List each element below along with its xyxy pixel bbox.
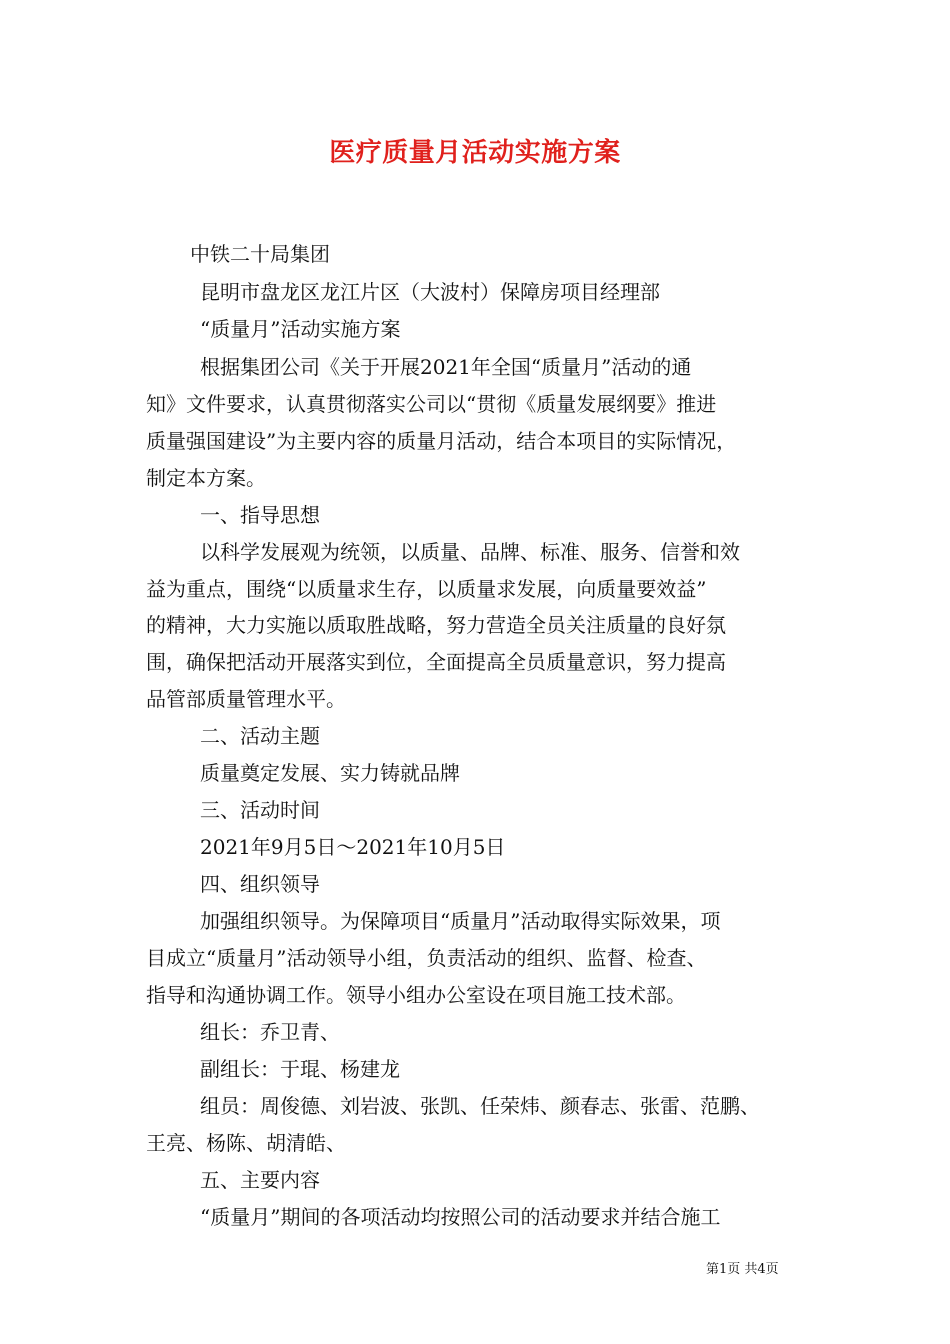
org-name: 中铁二十局集团 [190, 242, 330, 266]
page-number: 第1页 共4页 [706, 1262, 779, 1277]
paragraph-line: 制定本方案。 [146, 466, 266, 490]
section-heading: 四、组织领导 [200, 872, 320, 896]
paragraph-line: 指导和沟通协调工作。领导小组办公室设在项目施工技术部。 [146, 983, 686, 1007]
paragraph-line: 加强组织领导。为保障项目“质量月”活动取得实际效果，项 [200, 909, 721, 933]
paragraph-line: 2021年9月5日～2021年10月5日 [200, 835, 506, 859]
paragraph-line: 质量强国建设”为主要内容的质量月活动，结合本项目的实际情况， [146, 429, 737, 453]
paragraph-line: 知》文件要求，认真贯彻落实公司以“贯彻《质量发展纲要》推进 [146, 392, 717, 416]
member-line: 组员：周俊德、刘岩波、张凯、任荣炜、颜春志、张雷、范鹏、 [200, 1094, 760, 1118]
paragraph-line: 以科学发展观为统领，以质量、品牌、标准、服务、信誉和效 [200, 540, 740, 564]
paragraph-line: 目成立“质量月”活动领导小组，负责活动的组织、监督、检查、 [146, 946, 707, 970]
paragraph-line: 围，确保把活动开展落实到位，全面提高全员质量意识，努力提高 [146, 650, 726, 674]
paragraph-line: 益为重点，围绕“以质量求生存，以质量求发展，向质量要效益” [146, 577, 707, 601]
paragraph-line: 品管部质量管理水平。 [146, 687, 346, 711]
section-heading: 三、活动时间 [200, 798, 320, 822]
member-line: 组长：乔卫青、 [200, 1020, 340, 1044]
member-line: 王亮、杨陈、胡清皓、 [146, 1131, 346, 1155]
paragraph-line: 根据集团公司《关于开展2021年全国“质量月”活动的通 [200, 355, 692, 379]
section-heading: 五、主要内容 [200, 1168, 320, 1192]
plan-subtitle: “质量月”活动实施方案 [200, 317, 401, 341]
paragraph-line: 质量奠定发展、实力铸就品牌 [200, 761, 460, 785]
department-name: 昆明市盘龙区龙江片区（大波村）保障房项目经理部 [200, 280, 660, 304]
section-heading: 一、指导思想 [200, 503, 320, 527]
paragraph-line: 的精神，大力实施以质取胜战略，努力营造全员关注质量的良好氛 [146, 613, 726, 637]
paragraph-line: “质量月”期间的各项活动均按照公司的活动要求并结合施工 [200, 1205, 721, 1229]
document-title: 医疗质量月活动实施方案 [329, 138, 621, 168]
section-heading: 二、活动主题 [200, 724, 320, 748]
member-line: 副组长：于琨、杨建龙 [200, 1057, 400, 1081]
